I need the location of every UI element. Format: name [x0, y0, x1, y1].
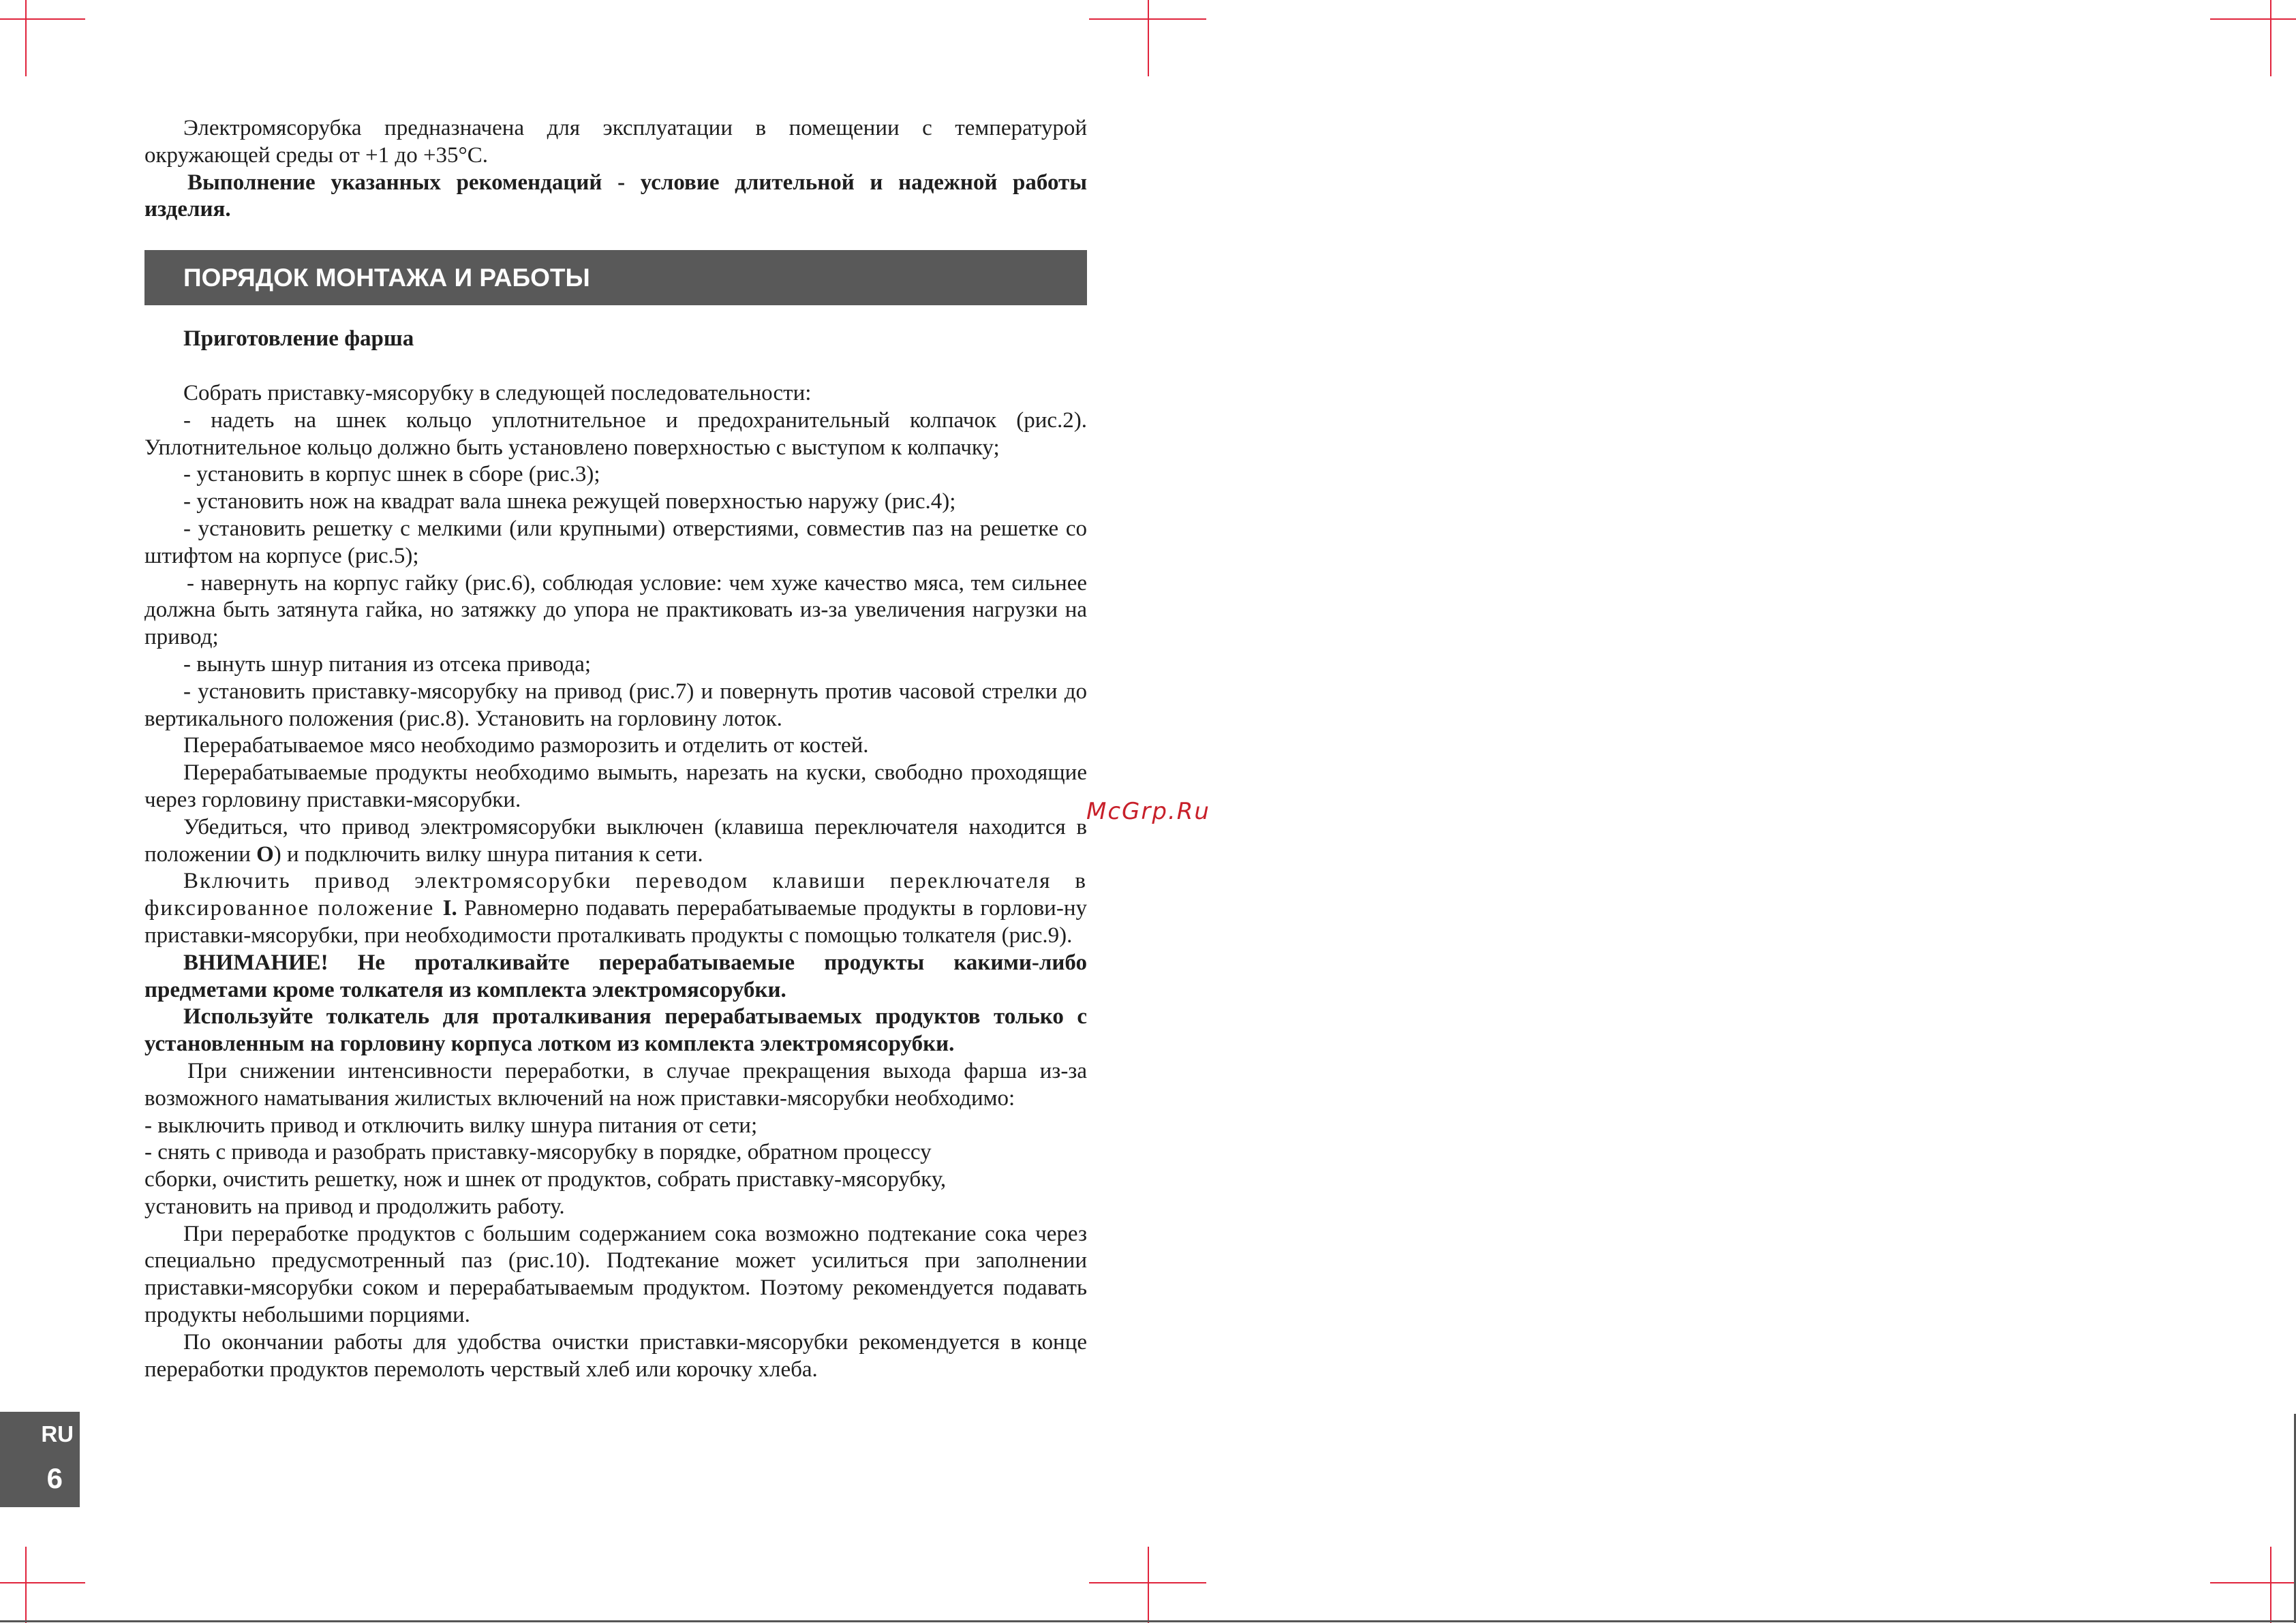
warning-paragraph: ВНИМАНИЕ! Не проталкивайте перерабатываемые продукты какими-либо предметами кроме толкателя из комплекта электромясорубки. — [144, 950, 1087, 1002]
crop-mark — [0, 1582, 85, 1583]
reduction-step: сборки, очистить решетку, нож и шнек от продуктов, собрать приставку-мясорубку, — [144, 1167, 947, 1192]
paragraph-temperature: Электромясорубка предназначена для эксплуатации в помещении с температурой окружающей среды от +1 до +35°С. — [144, 116, 1087, 168]
crop-mark — [25, 0, 27, 76]
reduction-intro: При снижении интенсивности переработки, в случае прекращения выхода фарша из-за возможного наматывания жилистых включений на нож приставки-мясорубки необходимо: — [144, 1058, 1087, 1111]
reduction-step: - снять с привода и разобрать приставку-мясорубку в порядке, обратном процессу — [144, 1140, 932, 1165]
subsection-title: Приготовление фарша — [183, 326, 414, 352]
body-paragraph: - установить нож на квадрат вала шнека режущей поверхностью наружу (рис.4); — [183, 489, 956, 514]
section-title-bar — [144, 250, 1087, 305]
crop-mark — [1148, 1547, 1149, 1623]
crop-mark — [25, 1547, 27, 1623]
crop-mark — [1148, 0, 1149, 76]
closing-paragraph: При переработке продуктов с большим содержанием сока возможно подтекание сока через специально предусмотренный паз (рис.10). Подтекание может усилиться при заполнении приставки-мясорубки соком и перерабатываемым продуктом. Поэтому рекомендуется подавать продукты небольшими порциями. — [144, 1221, 1087, 1328]
crop-mark — [2210, 18, 2296, 20]
switch-off-key: О — [256, 841, 274, 867]
language-label: RU — [41, 1421, 74, 1447]
language-page-tab — [0, 1412, 80, 1507]
body-paragraph: - установить в корпус шнек в сборе (рис.3); — [183, 462, 600, 487]
manual-page-content — [144, 115, 1087, 1383]
body-paragraph: Перерабатываемое мясо необходимо разморозить и отделить от костей. — [183, 733, 869, 758]
closing-paragraph: По окончании работы для удобства очистки приставки-мясорубки рекомендуется в конце переработки продуктов перемолоть черствый хлеб или корочку хлеба. — [144, 1329, 1087, 1382]
switch-check-paragraph: Убедиться, что привод электромясорубки выключен (клавиша переключателя находится в положении О) и подключить вилку шнура питания к сети. — [144, 814, 1087, 867]
switch-on-key: I. — [442, 896, 457, 921]
body-paragraph: - надеть на шнек кольцо уплотнительное и предохранительный колпачок (рис.2). Уплотнительное кольцо должно быть установлено поверхностью с выступом к колпачку; — [144, 407, 1087, 460]
body-paragraph: - вынуть шнур питания из отсека привода; — [183, 651, 592, 677]
body-paragraph: Собрать приставку-мясорубку в следующей последовательности: — [183, 380, 812, 405]
paragraph-recommendation: Выполнение указанных рекомендаций - условие длительной и надежной работы изделия. — [144, 170, 1087, 222]
warning-paragraph: Используйте толкатель для проталкивания перерабатываемых продуктов только с установленным на горловину корпуса лотком из комплекта электромясорубки. — [144, 1004, 1087, 1057]
crop-mark — [2270, 0, 2271, 76]
section-title: ПОРЯДОК МОНТАЖА И РАБОТЫ — [183, 264, 590, 292]
reduction-step: установить на привод и продолжить работу. — [144, 1194, 565, 1219]
crop-mark — [0, 18, 85, 20]
reduction-step: - выключить привод и отключить вилку шнура питания от сети; — [144, 1113, 758, 1138]
switch-on-paragraph: Включить привод электромясорубки переводом клавиши переключателя в фиксированное положение I. Равномерно подавать перерабатываемые продукты в горлови-ну приставки-мясорубки, при необходимости проталкивать продукты с помощью толкателя (рис.9). — [144, 869, 1087, 948]
body-paragraph: - навернуть на корпус гайку (рис.6), соблюдая условие: чем хуже качество мяса, тем сильнее должна быть затянута гайка, но затяжку до упора не практиковать из-за увеличения нагрузки на привод; — [144, 570, 1087, 650]
crop-mark — [2210, 1582, 2296, 1583]
crop-mark — [2270, 1547, 2271, 1623]
watermark: McGrp.Ru — [1086, 798, 1210, 825]
reduction-steps — [144, 1113, 1087, 1221]
body-paragraph: - установить приставку-мясорубку на привод (рис.7) и повернуть против часовой стрелки до вертикального положения (рис.8). Установить на горловину лоток. — [144, 679, 1087, 731]
body-paragraph: Перерабатываемые продукты необходимо вымыть, нарезать на куски, свободно проходящие через горловину приставки-мясорубки. — [144, 760, 1087, 812]
page-number: 6 — [46, 1462, 63, 1494]
body-paragraph: - установить решетку с мелкими (или крупными) отверстиями, совместив паз на решетке со штифтом на корпусе (рис.5); — [144, 516, 1087, 568]
page-border-bottom — [0, 1620, 2296, 1622]
